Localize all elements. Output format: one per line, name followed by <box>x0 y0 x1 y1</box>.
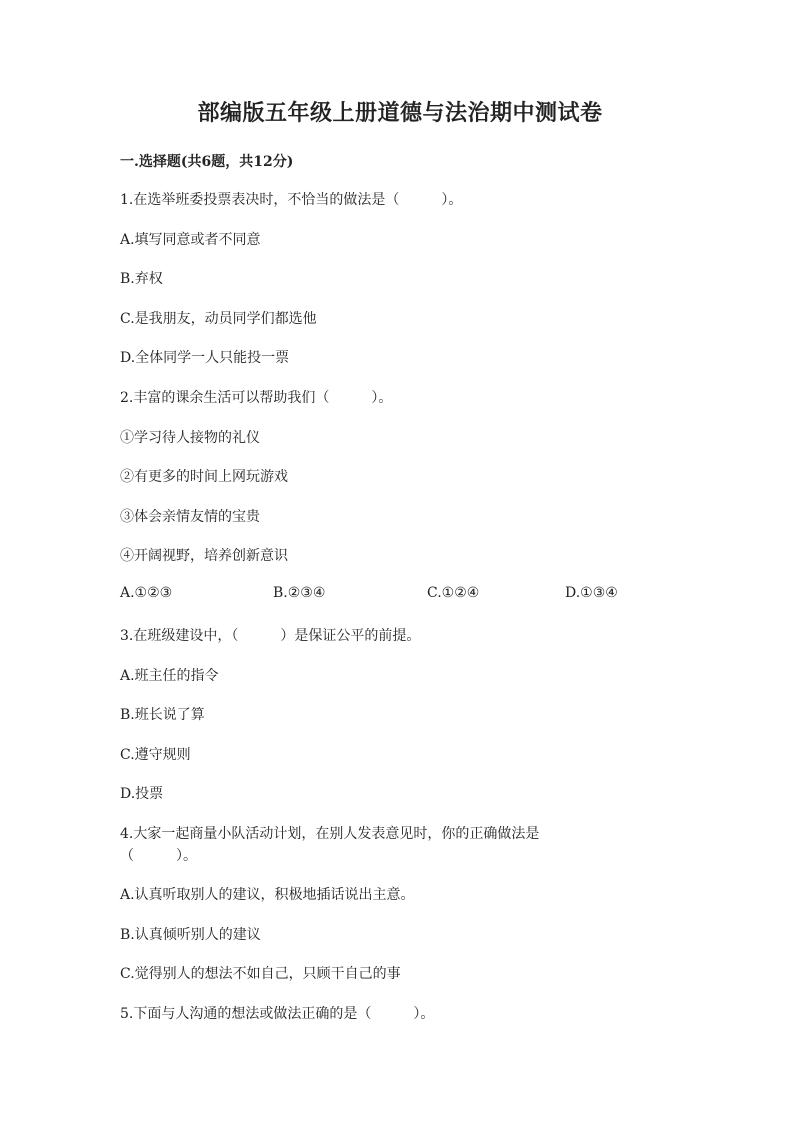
question-4-option-c: C.觉得别人的想法不如自己，只顾干自己的事 <box>120 966 401 982</box>
section-heading: 一.选择题(共6题，共12分) <box>120 154 294 170</box>
question-1-option-d: D.全体同学一人只能投一票 <box>120 350 290 366</box>
question-2-stem: 2.丰富的课余生活可以帮助我们（ ）。 <box>120 390 393 406</box>
question-2-option-a: A.①②③ <box>120 585 173 601</box>
question-4-stem-line-2: （ ）。 <box>120 848 197 864</box>
question-2-item-4: ④开阔视野，培养创新意识 <box>120 548 288 564</box>
question-2-option-c: C.①②④ <box>427 585 480 601</box>
question-4-option-b: B.认真倾听别人的建议 <box>120 927 261 943</box>
question-2-item-1: ①学习待人接物的礼仪 <box>120 430 260 446</box>
question-4-option-a: A.认真听取别人的建议，积极地插话说出主意。 <box>120 887 415 903</box>
question-3-option-c: C.遵守规则 <box>120 747 191 763</box>
question-3-option-b: B.班长说了算 <box>120 707 205 723</box>
question-3-option-a: A.班主任的指令 <box>120 668 219 684</box>
question-2-option-d: D.①③④ <box>565 585 618 601</box>
question-1-option-b: B.弃权 <box>120 271 163 287</box>
question-5-stem: 5.下面与人沟通的想法或做法正确的是（ ）。 <box>120 1006 435 1022</box>
question-2-item-2: ②有更多的时间上网玩游戏 <box>120 469 288 485</box>
question-1-stem: 1.在选举班委投票表决时，不恰当的做法是（ ）。 <box>120 192 463 208</box>
question-3-option-d: D.投票 <box>120 786 164 802</box>
question-1-option-c: C.是我朋友，动员同学们都选他 <box>120 311 317 327</box>
exam-title: 部编版五年级上册道德与法治期中测试卷 <box>197 100 603 126</box>
question-1-option-a: A.填写同意或者不同意 <box>120 232 261 248</box>
question-4-stem-line-1: 4.大家一起商量小队活动计划，在别人发表意见时，你的正确做法是 <box>120 826 540 842</box>
question-2-item-3: ③体会亲情友情的宝贵 <box>120 509 260 525</box>
question-3-stem: 3.在班级建设中，（ ）是保证公平的前提。 <box>120 628 421 644</box>
question-2-option-b: B.②③④ <box>273 585 326 601</box>
